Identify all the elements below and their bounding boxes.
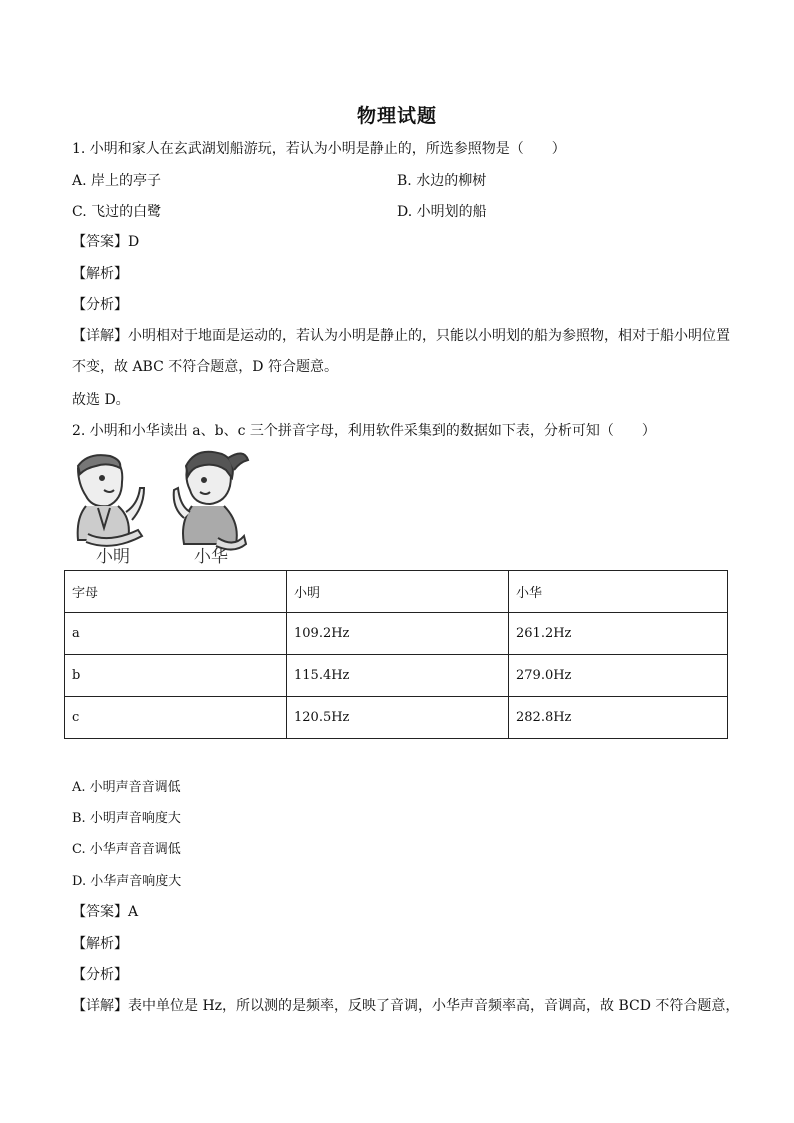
q2-jiexi-label: 【解析】	[72, 936, 128, 952]
table-header-cell: 小明	[287, 571, 509, 613]
q1-option-c: C. 飞过的白鹭	[72, 204, 162, 220]
q2-detail: 【详解】表中单位是 Hz，所以测的是频率，反映了音调，小华声音频率高，音调高，故 BCD 不符合题意，	[72, 998, 740, 1014]
table-cell: a	[65, 613, 287, 655]
q2-answer: 【答案】A	[72, 904, 139, 920]
q1-answer: 【答案】D	[72, 234, 140, 250]
q2-option-b: B. 小明声音响度大	[72, 811, 181, 826]
table-header-cell: 小华	[509, 571, 728, 613]
q1-detail: 【详解】小明相对于地面是运动的，若认为小明是静止的，只能以小明划的船为参照物，相对于船小明位置不变，故 ABC 不符合题意，D 符合题意。	[72, 328, 730, 375]
q2-stem: 2. 小明和小华读出 a、b、c 三个拼音字母，利用软件采集到的数据如下表，分析可知（ ）	[72, 423, 656, 439]
page-title: 物理试题	[356, 105, 437, 127]
table-cell: 115.4Hz	[287, 655, 509, 697]
q1-option-b: B. 水边的柳树	[397, 173, 487, 189]
table-row	[65, 697, 728, 739]
table-cell: 279.0Hz	[509, 655, 728, 697]
figure-label-xiaoming: 小明	[96, 547, 130, 567]
q2-illustration	[68, 448, 250, 566]
frequency-table	[64, 570, 728, 739]
table-cell: 282.8Hz	[509, 697, 728, 739]
q1-option-d: D. 小明划的船	[397, 204, 487, 220]
table-cell: 120.5Hz	[287, 697, 509, 739]
table-header-cell: 字母	[65, 571, 287, 613]
q2-option-a: A. 小明声音音调低	[72, 780, 181, 795]
q2-fenxi-label: 【分析】	[72, 967, 128, 983]
figure-label-xiaohua: 小华	[194, 547, 228, 567]
table-cell: b	[65, 655, 287, 697]
q1-jiexi-label: 【解析】	[72, 266, 128, 282]
table-row	[65, 655, 728, 697]
q1-conclusion: 故选 D。	[72, 392, 130, 408]
q2-option-c: C. 小华声音音调低	[72, 842, 181, 857]
table-cell: c	[65, 697, 287, 739]
table-row	[65, 613, 728, 655]
q1-stem: 1. 小明和家人在玄武湖划船游玩，若认为小明是静止的，所选参照物是（ ）	[72, 141, 566, 157]
table-cell: 109.2Hz	[287, 613, 509, 655]
table-cell: 261.2Hz	[509, 613, 728, 655]
q1-fenxi-label: 【分析】	[72, 297, 128, 313]
table-header-row	[65, 571, 728, 613]
q1-option-a: A. 岸上的亭子	[72, 173, 162, 189]
q2-option-d: D. 小华声音响度大	[72, 874, 182, 889]
